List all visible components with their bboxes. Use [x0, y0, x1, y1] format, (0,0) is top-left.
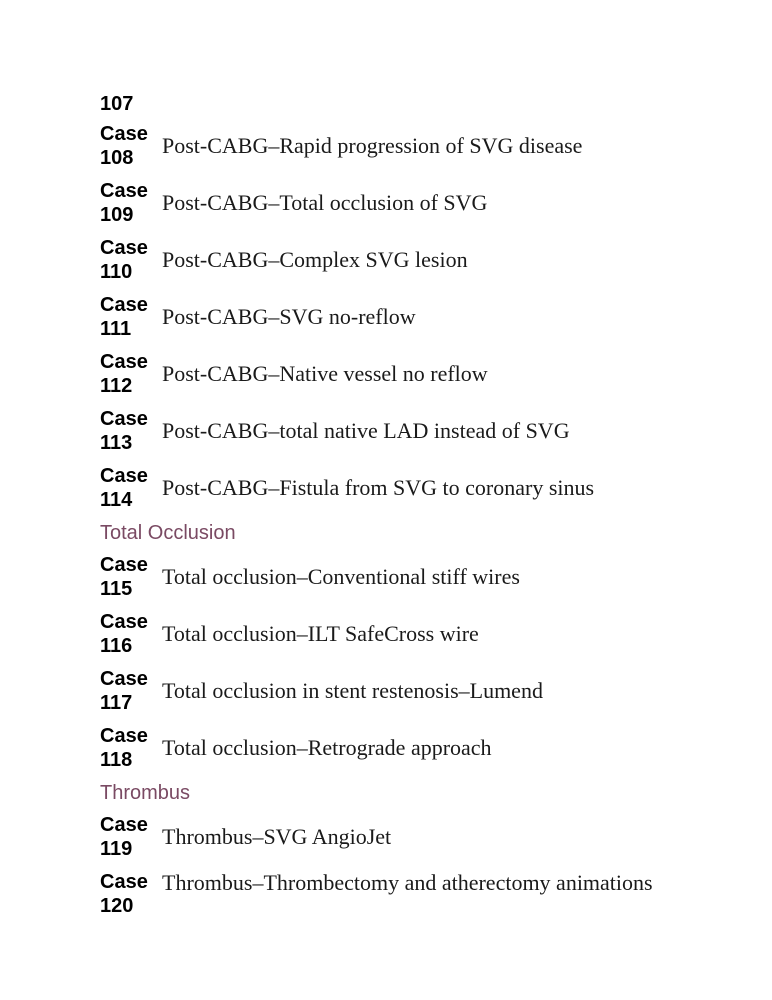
case-title: Post-CABG–total native LAD instead of SVG — [162, 418, 570, 443]
case-entry[interactable] — [100, 179, 740, 227]
section-heading: Total Occlusion — [100, 522, 236, 544]
case-list — [100, 122, 740, 927]
case-word: Case — [100, 871, 148, 893]
case-title: Post-CABG–SVG no-reflow — [162, 304, 416, 329]
case-label — [100, 236, 160, 284]
case-word: Case — [100, 294, 148, 316]
section-heading: Thrombus — [100, 782, 191, 804]
case-number: 116 — [100, 635, 133, 657]
case-number: 110 — [100, 261, 133, 283]
case-label — [100, 179, 160, 227]
case-word: Case — [100, 237, 148, 259]
case-entry[interactable] — [100, 350, 740, 398]
case-number: 119 — [100, 838, 133, 860]
case-entry[interactable] — [100, 667, 740, 715]
case-title: Total occlusion–Conventional stiff wires — [162, 564, 520, 589]
case-number: 117 — [100, 692, 133, 714]
case-label — [100, 407, 160, 455]
case-number: 118 — [100, 749, 133, 771]
case-word: Case — [100, 814, 148, 836]
case-label — [100, 870, 160, 918]
case-word: Case — [100, 123, 148, 145]
case-word: Case — [100, 351, 148, 373]
case-entry[interactable] — [100, 464, 740, 512]
case-label — [100, 464, 160, 512]
case-label — [100, 813, 160, 861]
case-entry[interactable] — [100, 407, 740, 455]
case-title: Post-CABG–Complex SVG lesion — [162, 247, 468, 272]
case-entry[interactable] — [100, 870, 740, 918]
case-word: Case — [100, 554, 148, 576]
case-word: Case — [100, 180, 148, 202]
case-word: Case — [100, 668, 148, 690]
case-label — [100, 610, 160, 658]
case-entry[interactable] — [100, 610, 740, 658]
case-entry[interactable] — [100, 236, 740, 284]
case-entry[interactable] — [100, 293, 740, 341]
case-label — [100, 553, 160, 601]
case-label — [100, 724, 160, 772]
case-number-107: 107 — [100, 93, 134, 115]
case-title: Total occlusion–ILT SafeCross wire — [162, 621, 479, 646]
case-label — [100, 350, 160, 398]
case-title: Thrombus–SVG AngioJet — [162, 824, 392, 849]
case-title: Post-CABG–Native vessel no reflow — [162, 361, 488, 386]
case-word: Case — [100, 611, 148, 633]
case-number: 112 — [100, 375, 133, 397]
case-label — [100, 293, 160, 341]
case-word: Case — [100, 725, 148, 747]
case-entry[interactable] — [100, 724, 740, 772]
case-title: Total occlusion–Retrograde approach — [162, 735, 492, 760]
case-title: Thrombus–Thrombectomy and atherectomy animations — [162, 870, 653, 895]
case-word: Case — [100, 465, 148, 487]
case-entry[interactable] — [100, 122, 740, 170]
case-number: 115 — [100, 578, 133, 600]
case-number: 111 — [100, 318, 132, 340]
case-number: 113 — [100, 432, 133, 454]
case-label — [100, 667, 160, 715]
case-number: 109 — [100, 204, 134, 226]
case-label — [100, 122, 160, 170]
case-word: Case — [100, 408, 148, 430]
case-entry[interactable] — [100, 553, 740, 601]
case-title: Total occlusion in stent restenosis–Lumend — [162, 678, 543, 703]
case-number: 114 — [100, 489, 133, 511]
case-title: Post-CABG–Total occlusion of SVG — [162, 190, 488, 215]
case-entry[interactable] — [100, 813, 740, 861]
case-title: Post-CABG–Rapid progression of SVG disease — [162, 133, 583, 158]
case-number: 108 — [100, 147, 134, 169]
case-number: 120 — [100, 895, 134, 917]
case-title: Post-CABG–Fistula from SVG to coronary sinus — [162, 475, 595, 500]
